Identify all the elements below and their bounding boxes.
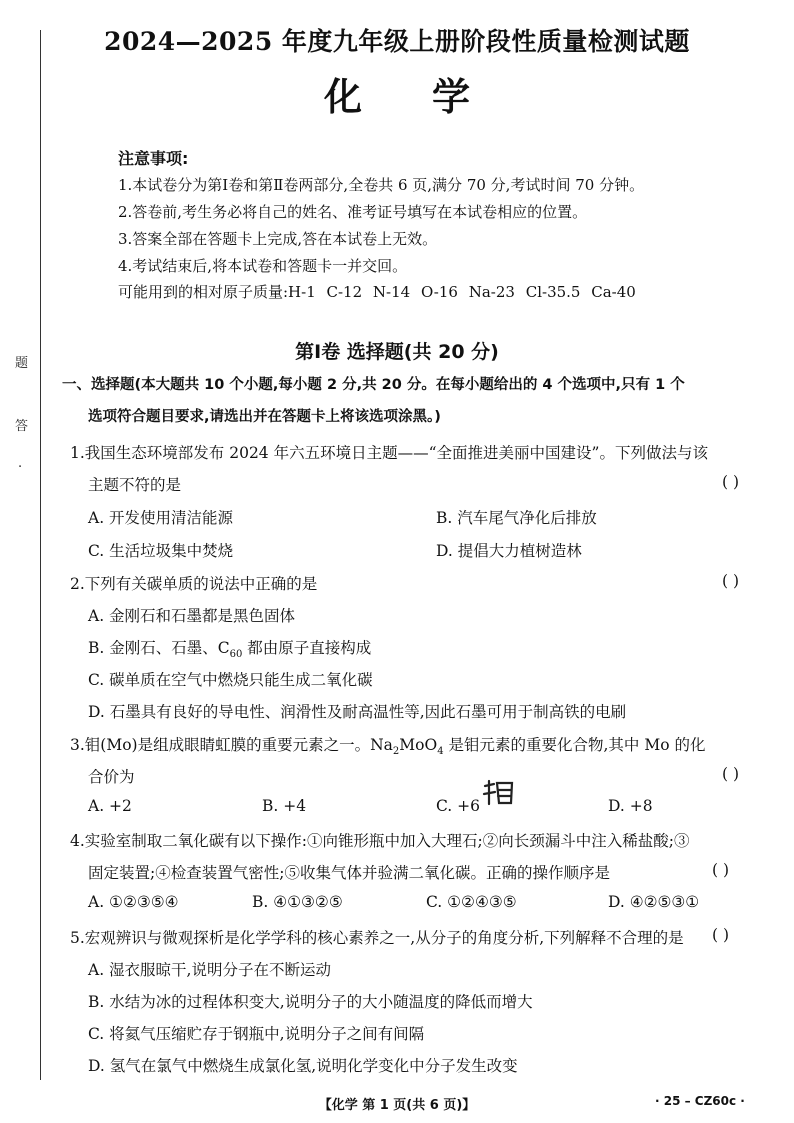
q1-option-d: D. 提倡大力植树造林 [436,542,582,560]
q3-stem-line-2: 合价为 [88,768,135,786]
q2-stem: 2.下列有关碳单质的说法中正确的是 [70,575,318,593]
exam-code: · 25 – CZ60c · [655,1094,745,1108]
q3-stem-mid: MoO [399,736,438,754]
q1-stem-line-2: 主题不符的是 [88,476,182,494]
q2-option-b-sub: 60 [229,649,243,661]
instructions-line-2: 选项符合题目要求,请选出并在答题卡上将该选项涂黑。) [88,409,441,425]
q5-answer-bracket: ( ) [712,926,730,944]
exam-title: 2024—2025 年度九年级上册阶段性质量检测试题 [104,27,690,56]
q4-option-d: D. ④②⑤③① [608,893,700,911]
q3-option-c: C. +6 [436,797,481,815]
q4-answer-bracket: ( ) [712,861,730,879]
q3-answer-bracket: ( ) [722,765,740,783]
notice-heading: 注意事项: [118,149,189,168]
q4-option-b: B. ④①③②⑤ [252,893,343,911]
q4-stem-line-2: 固定装置;④检查装置气密性;⑤收集气体并验满二氧化碳。正确的操作顺序是 [88,864,610,882]
q5-option-d: D. 氢气在氯气中燃烧生成氯化氢,说明化学变化中分子发生改变 [88,1057,518,1075]
q1-option-c: C. 生活垃圾集中焚烧 [88,542,234,560]
q3-stem-sub-2: 4 [437,746,444,758]
q3-option-d: D. +8 [608,797,653,815]
binding-margin-line [40,30,42,1080]
q2-option-d: D. 石墨具有良好的导电性、润滑性及耐高温性等,因此石墨可用于制高铁的电刷 [88,703,627,721]
q2-answer-bracket: ( ) [722,572,740,590]
q1-answer-bracket: ( ) [722,473,740,491]
q5-option-a: A. 湿衣服晾干,说明分子在不断运动 [88,961,331,979]
q1-option-b: B. 汽车尾气净化后排放 [436,509,597,527]
q3-stem-line-1 [70,733,705,757]
q5-option-b: B. 水结为冰的过程体积变大,说明分子的大小随温度的降低而增大 [88,993,533,1011]
margin-mark-da: 答 [15,419,29,434]
q3-option-a: A. +2 [88,797,132,815]
q2-option-a: A. 金刚石和石墨都是黑色固体 [88,607,296,625]
notice-item-2: 2.答卷前,考生务必将自己的姓名、准考证号填写在本试卷相应的位置。 [118,203,588,221]
q1-option-a: A. 开发使用清洁能源 [88,509,234,527]
notice-item-1: 1.本试卷分为第Ⅰ卷和第Ⅱ卷两部分,全卷共 6 页,满分 70 分,考试时间 70 分钟。 [118,176,645,194]
q2-option-b [88,636,371,660]
q4-option-c: C. ①②④③⑤ [426,893,517,911]
q2-option-c: C. 碳单质在空气中燃烧只能生成二氧化碳 [88,671,373,689]
margin-mark-dot: · [18,460,23,475]
exam-subject: 化学 [323,74,540,119]
q2-option-b-pre: B. 金刚石、石墨、C [88,639,230,657]
q4-stem-line-1: 4.实验室制取二氧化碳有以下操作:①向锥形瓶中加入大理石;②向长颈漏斗中注入稀盐酸;③ [70,832,690,850]
q5-stem: 5.宏观辨识与微观探析是化学学科的核心素养之一,从分子的角度分析,下列解释不合理的是 [70,929,684,947]
q4-option-a: A. ①②③⑤④ [88,893,179,911]
section-title: 第Ⅰ卷 选择题(共 20 分) [295,341,499,363]
page-footer: 【化学 第 1 页(共 6 页)】 [318,1098,476,1113]
q3-option-b: B. +4 [262,797,307,815]
q3-stem-sub-1: 2 [392,746,400,758]
notice-item-3: 3.答案全部在答题卡上完成,答在本试卷上无效。 [118,230,438,248]
q3-stem-post: 是钼元素的重要化合物,其中 Mo 的化 [443,736,706,754]
notice-item-4: 4.考试结束后,将本试卷和答题卡一并交回。 [118,257,408,275]
q1-stem-line-1: 1.我国生态环境部发布 2024 年六五环境日主题——“全面推进美丽中国建设”。下列做法与该 [70,444,708,462]
q2-option-b-post: 都由原子直接构成 [242,639,372,657]
atomic-masses: 可能用到的相对原子质量:H-1 C-12 N-14 O-16 Na-23 Cl-35.5 Ca-40 [118,283,636,301]
instructions-line-1: 一、选择题(本大题共 10 个小题,每小题 2 分,共 20 分。在每小题给出的 4 个选项中,只有 1 个 [62,377,685,393]
margin-mark-ti: 题 [15,356,29,371]
handwritten-mark-icon [482,778,516,808]
q5-option-c: C. 将氦气压缩贮存于钢瓶中,说明分子之间有间隔 [88,1025,425,1043]
q3-stem-pre: 3.钼(Mo)是组成眼睛虹膜的重要元素之一。Na [70,736,393,754]
